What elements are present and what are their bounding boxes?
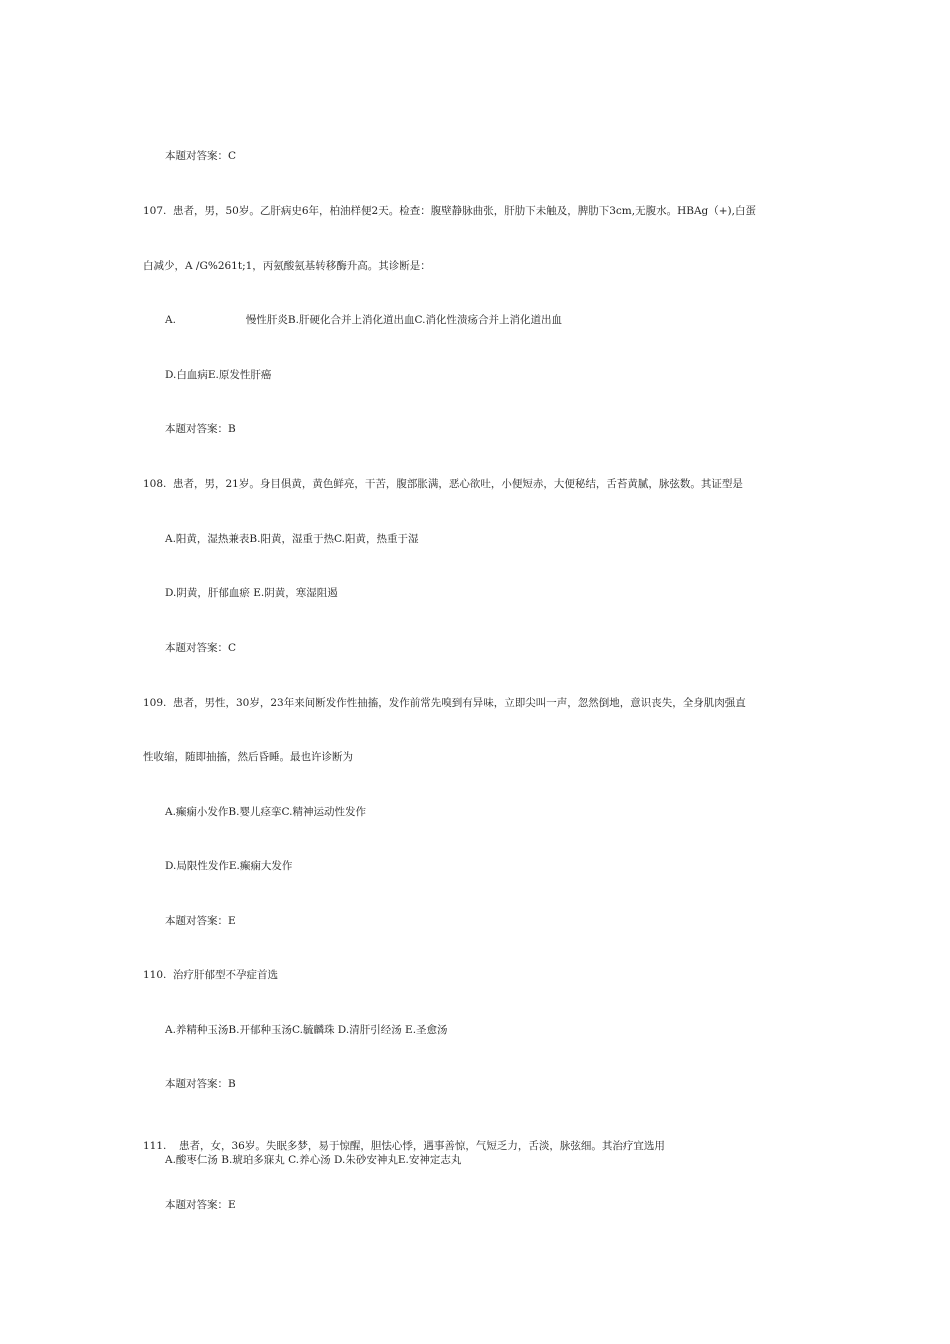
question-111-options-line1: A.酸枣仁汤 B.琥珀多寐丸 C.养心汤 D.朱砂安神丸E.安神定志丸 <box>165 1154 462 1166</box>
answer-111: 本题对答案：E <box>165 1199 236 1211</box>
question-110-number: 110. <box>143 969 167 981</box>
question-108-stem <box>143 477 743 491</box>
question-107-options-text: 慢性肝炎B.肝硬化合并上消化道出血C.消化性溃疡合并上消化道出血 <box>245 314 562 326</box>
question-110-stem-text: 治疗肝郁型不孕症首选 <box>173 969 278 981</box>
question-109-options-line1: A.癫痫小发作B.婴儿痉挛C.精神运动性发作 <box>165 806 366 818</box>
question-109-options-line2: D.局限性发作E.癫痫大发作 <box>165 860 293 872</box>
answer-107: 本题对答案：B <box>165 423 236 435</box>
question-109-stem-line1 <box>143 696 746 710</box>
question-108-options-line2: D.阴黄，肝郁血瘀 E.阴黄，寒湿阻遏 <box>165 587 338 599</box>
question-107-options-line2: D.白血病E.原发性肝癌 <box>165 369 272 381</box>
question-111-number: 111. <box>143 1140 167 1152</box>
question-111-stem <box>143 1139 665 1153</box>
question-107-options-line1 <box>165 313 562 327</box>
question-111-stem-text: 患者，女，36岁。失眠多梦，易于惊醒，胆怯心悸，遇事善惊，气短乏力，舌淡，脉弦细。其治疗宜选用 <box>179 1140 665 1152</box>
question-107-stem-text: 患者，男，50岁。乙肝病史6年，柏油样便2天。检查：腹壁静脉曲张，肝肋下未触及，脾肋下3cm,无腹水。HBAg（+),白蛋 <box>173 205 756 217</box>
question-107-stem-line1 <box>143 204 756 218</box>
answer-prev: 本题对答案：C <box>165 150 237 162</box>
answer-108: 本题对答案：C <box>165 642 237 654</box>
question-107-stem-line2: 白减少，A /G%261t;1，丙氨酸氨基转移酶升高。其诊断是： <box>143 260 431 272</box>
question-108-stem-text: 患者，男，21岁。身目俱黄，黄色鲜亮，干苦，腹部胀满，恶心欲吐，小便短赤，大便秘结，舌苔黄腻，脉弦数。其证型是 <box>173 478 743 490</box>
answer-109: 本题对答案：E <box>165 915 236 927</box>
question-107-number: 107. <box>143 205 167 217</box>
question-109-number: 109. <box>143 697 167 709</box>
question-109-stem-line2: 性收缩，随即抽搐，然后昏睡。最也许诊断为 <box>143 751 353 763</box>
option-a-label: A. <box>165 314 176 326</box>
answer-110: 本题对答案：B <box>165 1078 236 1090</box>
question-109-stem-text: 患者，男性，30岁，23年来间断发作性抽搐，发作前常先嗅到有异味，立即尖叫一声，忽然倒地，意识丧失，全身肌肉强直 <box>173 697 746 709</box>
question-110-options-line1: A.养精种玉汤B.开郁种玉汤C.毓麟珠 D.清肝引经汤 E.圣愈汤 <box>165 1024 448 1036</box>
question-108-number: 108. <box>143 478 167 490</box>
question-108-options-line1: A.阳黄，湿热兼表B.阳黄，湿重于热C.阳黄，热重于湿 <box>165 533 419 545</box>
question-110-stem <box>143 968 278 982</box>
